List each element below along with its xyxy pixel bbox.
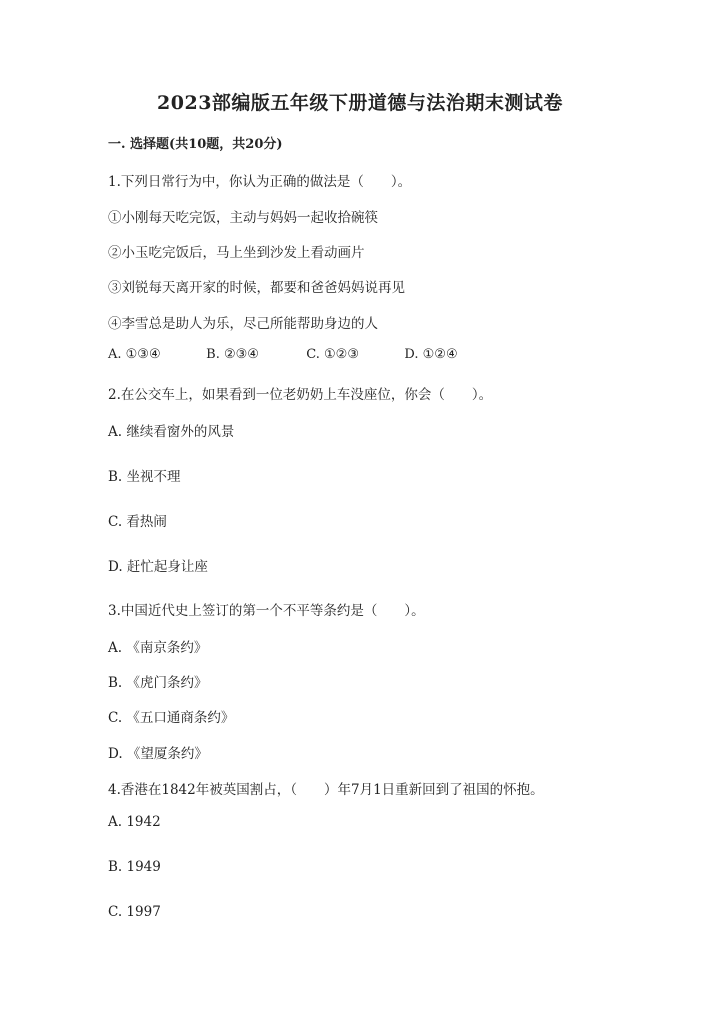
question-4-option-b: B. 1949 (108, 859, 161, 875)
page-title: 2023部编版五年级下册道德与法治期末测试卷 (157, 92, 563, 114)
question-2-option-d: D. 赶忙起身让座 (108, 559, 208, 575)
question-1-option-d: D. ①②④ (404, 347, 458, 362)
question-1-stem: 1.下列日常行为中，你认为正确的做法是（ ）。 (108, 174, 412, 190)
question-2-option-b: B. 坐视不理 (108, 469, 181, 485)
question-4-option-a: A. 1942 (108, 814, 161, 830)
section-heading: 一. 选择题(共10题，共20分) (108, 137, 283, 152)
question-3-option-a: A. 《南京条约》 (108, 640, 208, 656)
question-1-options (108, 347, 458, 362)
question-1-statement-1: ①小刚每天吃完饭，主动与妈妈一起收拾碗筷 (108, 210, 378, 226)
question-3-option-b: B. 《虎门条约》 (108, 675, 208, 691)
question-4-option-c: C. 1997 (108, 904, 161, 920)
question-1-statement-2: ②小玉吃完饭后，马上坐到沙发上看动画片 (108, 245, 365, 261)
question-1-statement-3: ③刘锐每天离开家的时候，都要和爸爸妈妈说再见 (108, 280, 405, 296)
question-1-option-a: A. ①③④ (108, 347, 161, 362)
question-1-option-c: C. ①②③ (306, 347, 359, 362)
question-2-stem: 2.在公交车上，如果看到一位老奶奶上车没座位，你会（ ）。 (108, 387, 493, 403)
question-3-option-c: C. 《五口通商条约》 (108, 710, 235, 726)
question-1-option-b: B. ②③④ (206, 347, 259, 362)
question-4-stem: 4.香港在1842年被英国割占，（ ）年7月1日重新回到了祖国的怀抱。 (108, 782, 544, 798)
question-3-stem: 3.中国近代史上签订的第一个不平等条约是（ ）。 (108, 603, 425, 619)
question-1-statement-4: ④李雪总是助人为乐，尽己所能帮助身边的人 (108, 316, 378, 332)
question-2-option-a: A. 继续看窗外的风景 (108, 424, 235, 440)
question-2-option-c: C. 看热闹 (108, 514, 167, 530)
question-3-option-d: D. 《望厦条约》 (108, 746, 208, 762)
